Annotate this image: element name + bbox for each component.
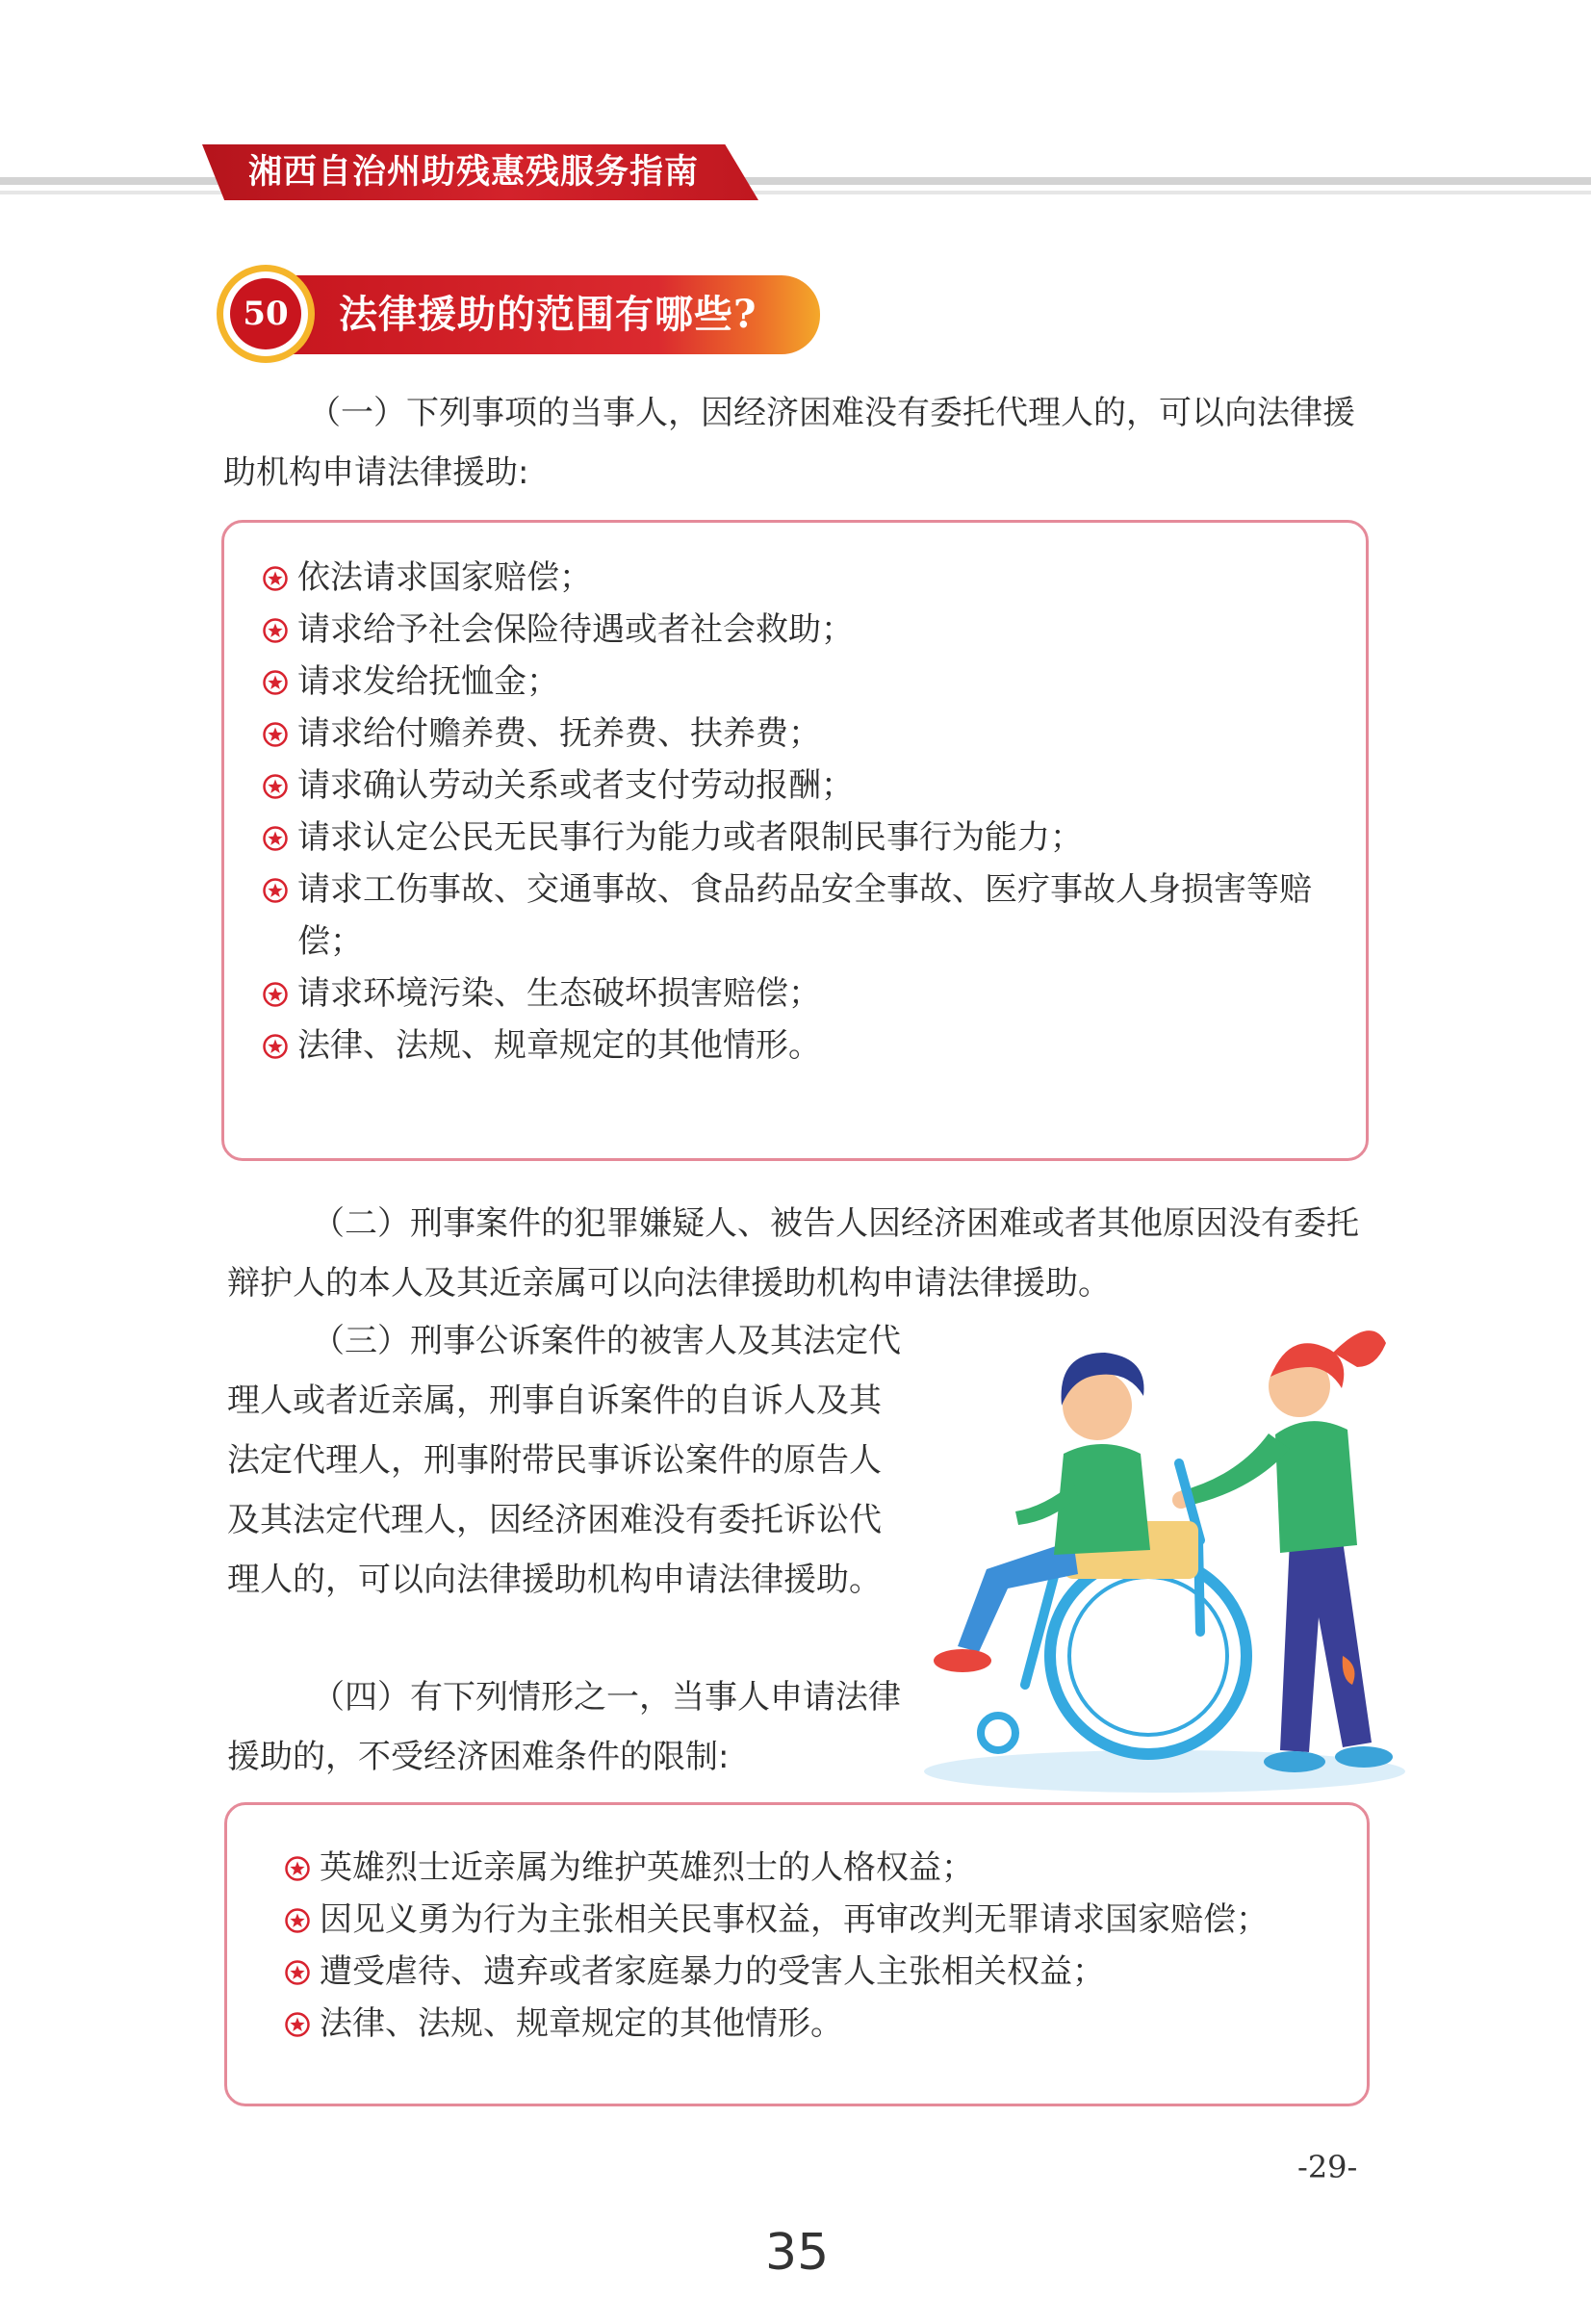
page-number: -29- [1297,2149,1358,2185]
list-item-text: 请求环境污染、生态破坏损害赔偿； [297,974,821,1013]
list-item [263,708,1337,760]
list-item-text: 法律、法规、规章规定的其他情形。 [320,2004,843,2043]
star-bullet-icon [263,1034,288,1059]
list-item-text: 请求确认劳动关系或者支付劳动报酬； [297,766,854,805]
star-bullet-icon [263,722,288,747]
section4-intro: （四）有下列情形之一，当事人申请法律援助的，不受经济困难条件的限制: [227,1678,901,1776]
star-bullet-icon [285,1960,310,1985]
list-item-text: 请求发给抚恤金； [297,662,559,701]
list-item [263,968,1337,1020]
list-item-text: 依法请求国家赔偿； [297,558,592,597]
caregiver-arm [1180,1433,1290,1507]
list-item-text: 因见义勇为行为主张相关民事权益，再审改判无罪请求国家赔偿； [320,1900,1269,1939]
list-item [285,1998,1338,2050]
star-bullet-icon [263,878,288,903]
list-item-text: 英雄烈士近亲属为维护英雄烈士的人格权益； [320,1848,974,1887]
question-banner [223,271,854,358]
section1-list [263,552,1337,1072]
list-item [263,812,1337,864]
list-item-text: 法律、法规、规章规定的其他情形。 [297,1026,821,1065]
section1-list-box [221,520,1369,1161]
star-bullet-icon [263,618,288,643]
list-item-text: 遭受虐待、遗弃或者家庭暴力的受害人主张相关权益； [320,1952,1105,1991]
star-bullet-icon [263,670,288,695]
section1-intro: （一）下列事项的当事人，因经济困难没有委托代理人的，可以向法律援助机构申请法律援助: [223,394,1355,492]
list-item [263,760,1337,812]
list-item [263,656,1337,708]
list-item [263,604,1337,656]
question-title: 法律援助的范围有哪些? [339,292,757,337]
question-number: 50 [230,278,301,349]
star-bullet-icon [285,1908,310,1933]
section4-list-box [224,1802,1370,2106]
section4-list [285,1842,1338,2050]
list-item [263,552,1337,604]
list-item-text: 请求认定公民无民事行为能力或者限制民事行为能力； [297,818,1083,857]
list-item [263,1020,1337,1072]
star-bullet-icon [263,566,288,591]
caregiver-shoe-right [1335,1746,1393,1768]
header-title: 湘西自治州助残惠残服务指南 [248,153,700,192]
caregiver-legs [1280,1540,1372,1752]
star-bullet-icon [285,1856,310,1881]
wheelchair-front-wheel [981,1716,1015,1750]
section2-text: （二）刑事案件的犯罪嫌疑人、被告人因经济困难或者其他原因没有委托辩护人的本人及其近亲属可以向法律援助机构申请法律援助。 [227,1204,1359,1303]
person-shoe [934,1649,991,1672]
list-item [285,1894,1338,1946]
list-item [285,1946,1338,1998]
list-item [285,1842,1338,1894]
caregiver-shoe-left [1264,1751,1325,1772]
list-item-text: 请求给予社会保险待遇或者社会救助； [297,610,854,649]
scan-page-number: 35 [765,2224,830,2282]
star-bullet-icon [263,774,288,799]
wheelchair-caregiver-illustration [919,1252,1439,1810]
list-item-text: 请求给付赡养费、抚养费、扶养费； [297,714,821,753]
wheelchair-wheel [1050,1558,1246,1754]
person-legs [958,1540,1078,1652]
list-item [263,864,1337,968]
section3-text: （三）刑事公诉案件的被害人及其法定代理人或者近亲属，刑事自诉案件的自诉人及其法定代理人，刑事附带民事诉讼案件的原告人及其法定代理人，因经济困难没有委托诉讼代理人的，可以向法律援助机构申请法律援助。 [227,1322,901,1599]
star-bullet-icon [263,826,288,851]
caregiver-shirt [1275,1421,1357,1553]
star-bullet-icon [285,2012,310,2037]
list-item-text: 请求工伤事故、交通事故、食品药品安全事故、医疗事故人身损害等赔偿； [297,870,1312,961]
star-bullet-icon [263,982,288,1007]
question-number-badge [223,271,308,356]
